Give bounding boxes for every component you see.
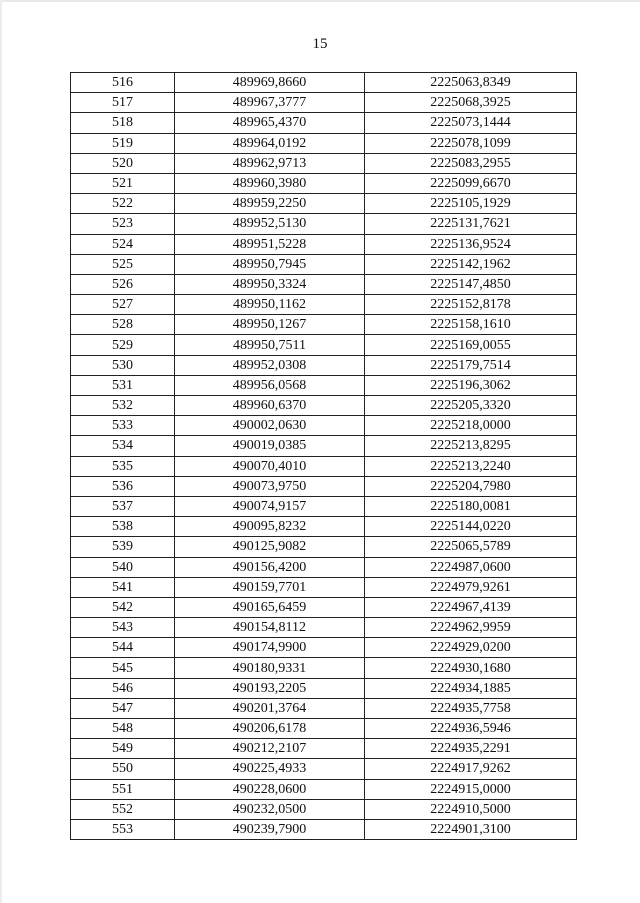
table-row (71, 355, 577, 375)
point-number-cell: 522 (71, 194, 175, 214)
x-coordinate-cell: 489960,6370 (175, 396, 365, 416)
x-coordinate-cell: 489950,3324 (175, 274, 365, 294)
y-coordinate-cell: 2225144,0220 (365, 517, 577, 537)
point-number-cell: 521 (71, 173, 175, 193)
point-number-cell: 545 (71, 658, 175, 678)
table-row (71, 375, 577, 395)
y-coordinate-cell: 2225147,4850 (365, 274, 577, 294)
y-coordinate-cell: 2224934,1885 (365, 678, 577, 698)
y-coordinate-cell: 2225131,7621 (365, 214, 577, 234)
point-number-cell: 528 (71, 315, 175, 335)
x-coordinate-cell: 489959,2250 (175, 194, 365, 214)
point-number-cell: 530 (71, 355, 175, 375)
table-row (71, 537, 577, 557)
y-coordinate-cell: 2224935,2291 (365, 739, 577, 759)
table-row (71, 739, 577, 759)
point-number-cell: 526 (71, 274, 175, 294)
point-number-cell: 538 (71, 517, 175, 537)
table-row (71, 779, 577, 799)
y-coordinate-cell: 2225065,5789 (365, 537, 577, 557)
x-coordinate-cell: 490125,9082 (175, 537, 365, 557)
point-number-cell: 539 (71, 537, 175, 557)
point-number-cell: 523 (71, 214, 175, 234)
table-row (71, 799, 577, 819)
x-coordinate-cell: 489962,9713 (175, 153, 365, 173)
point-number-cell: 534 (71, 436, 175, 456)
table-row (71, 819, 577, 839)
table-row (71, 638, 577, 658)
table-row (71, 698, 577, 718)
point-number-cell: 517 (71, 93, 175, 113)
coordinates-table (70, 72, 577, 840)
x-coordinate-cell: 489967,3777 (175, 93, 365, 113)
y-coordinate-cell: 2224929,0200 (365, 638, 577, 658)
y-coordinate-cell: 2225179,7514 (365, 355, 577, 375)
table-row (71, 416, 577, 436)
x-coordinate-cell: 490165,6459 (175, 597, 365, 617)
point-number-cell: 540 (71, 557, 175, 577)
scan-edge-left (0, 0, 2, 903)
x-coordinate-cell: 489950,1162 (175, 295, 365, 315)
table-row (71, 678, 577, 698)
x-coordinate-cell: 490095,8232 (175, 517, 365, 537)
table-row (71, 93, 577, 113)
table-row (71, 234, 577, 254)
table-row (71, 73, 577, 93)
table-row (71, 274, 577, 294)
point-number-cell: 543 (71, 618, 175, 638)
table-row (71, 133, 577, 153)
x-coordinate-cell: 490159,7701 (175, 577, 365, 597)
x-coordinate-cell: 490019,0385 (175, 436, 365, 456)
y-coordinate-cell: 2225063,8349 (365, 73, 577, 93)
x-coordinate-cell: 490201,3764 (175, 698, 365, 718)
y-coordinate-cell: 2225152,8178 (365, 295, 577, 315)
y-coordinate-cell: 2225078,1099 (365, 133, 577, 153)
point-number-cell: 532 (71, 396, 175, 416)
y-coordinate-cell: 2224936,5946 (365, 719, 577, 739)
x-coordinate-cell: 490232,0500 (175, 799, 365, 819)
table-row (71, 315, 577, 335)
point-number-cell: 518 (71, 113, 175, 133)
table-row (71, 295, 577, 315)
y-coordinate-cell: 2224967,4139 (365, 597, 577, 617)
point-number-cell: 548 (71, 719, 175, 739)
table-row (71, 577, 577, 597)
y-coordinate-cell: 2225142,1962 (365, 254, 577, 274)
table-row (71, 436, 577, 456)
table-row (71, 254, 577, 274)
x-coordinate-cell: 490073,9750 (175, 476, 365, 496)
point-number-cell: 519 (71, 133, 175, 153)
y-coordinate-cell: 2225136,9524 (365, 234, 577, 254)
y-coordinate-cell: 2224930,1680 (365, 658, 577, 678)
table-row (71, 759, 577, 779)
point-number-cell: 525 (71, 254, 175, 274)
y-coordinate-cell: 2225196,3062 (365, 375, 577, 395)
x-coordinate-cell: 490193,2205 (175, 678, 365, 698)
scan-edge-top (0, 0, 640, 2)
point-number-cell: 524 (71, 234, 175, 254)
point-number-cell: 546 (71, 678, 175, 698)
x-coordinate-cell: 489956,0568 (175, 375, 365, 395)
y-coordinate-cell: 2225105,1929 (365, 194, 577, 214)
x-coordinate-cell: 490174,9900 (175, 638, 365, 658)
y-coordinate-cell: 2225099,6670 (365, 173, 577, 193)
y-coordinate-cell: 2224917,9262 (365, 759, 577, 779)
x-coordinate-cell: 489950,1267 (175, 315, 365, 335)
table-row (71, 194, 577, 214)
x-coordinate-cell: 489950,7945 (175, 254, 365, 274)
y-coordinate-cell: 2225068,3925 (365, 93, 577, 113)
table-row (71, 113, 577, 133)
y-coordinate-cell: 2224910,5000 (365, 799, 577, 819)
point-number-cell: 542 (71, 597, 175, 617)
point-number-cell: 520 (71, 153, 175, 173)
x-coordinate-cell: 490074,9157 (175, 496, 365, 516)
table-row (71, 335, 577, 355)
table-row (71, 658, 577, 678)
x-coordinate-cell: 490212,2107 (175, 739, 365, 759)
y-coordinate-cell: 2225073,1444 (365, 113, 577, 133)
y-coordinate-cell: 2224915,0000 (365, 779, 577, 799)
point-number-cell: 547 (71, 698, 175, 718)
x-coordinate-cell: 489965,4370 (175, 113, 365, 133)
x-coordinate-cell: 490206,6178 (175, 719, 365, 739)
table-row (71, 476, 577, 496)
y-coordinate-cell: 2224901,3100 (365, 819, 577, 839)
y-coordinate-cell: 2225204,7980 (365, 476, 577, 496)
x-coordinate-cell: 490225,4933 (175, 759, 365, 779)
point-number-cell: 516 (71, 73, 175, 93)
y-coordinate-cell: 2225213,8295 (365, 436, 577, 456)
table-row (71, 214, 577, 234)
y-coordinate-cell: 2224935,7758 (365, 698, 577, 718)
x-coordinate-cell: 490154,8112 (175, 618, 365, 638)
point-number-cell: 527 (71, 295, 175, 315)
table-row (71, 496, 577, 516)
x-coordinate-cell: 489969,8660 (175, 73, 365, 93)
point-number-cell: 537 (71, 496, 175, 516)
x-coordinate-cell: 489964,0192 (175, 133, 365, 153)
y-coordinate-cell: 2224979,9261 (365, 577, 577, 597)
point-number-cell: 533 (71, 416, 175, 436)
y-coordinate-cell: 2225158,1610 (365, 315, 577, 335)
x-coordinate-cell: 489952,5130 (175, 214, 365, 234)
table-row (71, 173, 577, 193)
table-row (71, 597, 577, 617)
table-row (71, 557, 577, 577)
point-number-cell: 535 (71, 456, 175, 476)
y-coordinate-cell: 2225180,0081 (365, 496, 577, 516)
table-row (71, 153, 577, 173)
point-number-cell: 541 (71, 577, 175, 597)
x-coordinate-cell: 489952,0308 (175, 355, 365, 375)
point-number-cell: 549 (71, 739, 175, 759)
y-coordinate-cell: 2225169,0055 (365, 335, 577, 355)
point-number-cell: 531 (71, 375, 175, 395)
x-coordinate-cell: 490228,0600 (175, 779, 365, 799)
point-number-cell: 536 (71, 476, 175, 496)
y-coordinate-cell: 2225213,2240 (365, 456, 577, 476)
x-coordinate-cell: 489950,7511 (175, 335, 365, 355)
point-number-cell: 552 (71, 799, 175, 819)
x-coordinate-cell: 490180,9331 (175, 658, 365, 678)
table-row (71, 456, 577, 476)
y-coordinate-cell: 2224962,9959 (365, 618, 577, 638)
point-number-cell: 550 (71, 759, 175, 779)
x-coordinate-cell: 490239,7900 (175, 819, 365, 839)
y-coordinate-cell: 2224987,0600 (365, 557, 577, 577)
x-coordinate-cell: 489951,5228 (175, 234, 365, 254)
coordinates-table-body (71, 73, 577, 840)
table-row (71, 618, 577, 638)
y-coordinate-cell: 2225218,0000 (365, 416, 577, 436)
table-row (71, 396, 577, 416)
y-coordinate-cell: 2225205,3320 (365, 396, 577, 416)
point-number-cell: 553 (71, 819, 175, 839)
table-row (71, 517, 577, 537)
point-number-cell: 551 (71, 779, 175, 799)
point-number-cell: 544 (71, 638, 175, 658)
page-number: 15 (312, 36, 328, 52)
x-coordinate-cell: 490002,0630 (175, 416, 365, 436)
x-coordinate-cell: 489960,3980 (175, 173, 365, 193)
table-row (71, 719, 577, 739)
x-coordinate-cell: 490070,4010 (175, 456, 365, 476)
point-number-cell: 529 (71, 335, 175, 355)
y-coordinate-cell: 2225083,2955 (365, 153, 577, 173)
x-coordinate-cell: 490156,4200 (175, 557, 365, 577)
